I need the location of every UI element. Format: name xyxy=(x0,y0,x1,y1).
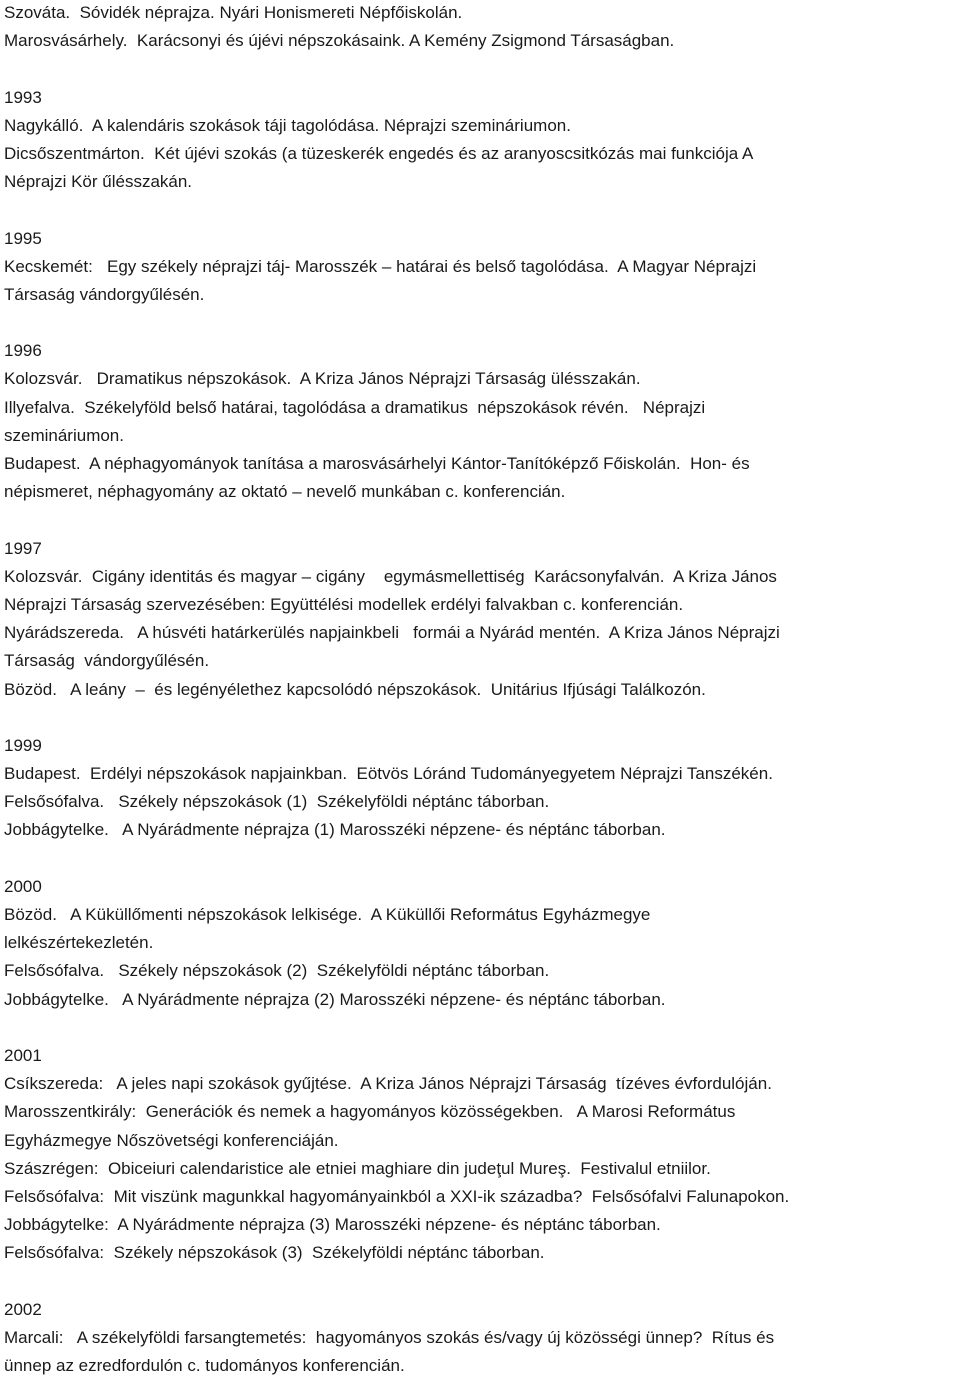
year-heading: 2002 xyxy=(4,1299,42,1319)
blank-line xyxy=(4,196,958,224)
text-line: Budapest. Erdélyi népszokások napjainkban. Eötvös Lóránd Tudományegyetem Néprajzi Tanszékén. xyxy=(4,764,773,784)
text-line: Marcali: A székelyföldi farsangtemetés: hagyományos szokás és/vagy új közösségi ünnep? Rítus és xyxy=(4,1327,775,1347)
text-line: Bözöd. A leány – és legényélethez kapcsolódó népszokások. Unitárius Ifjúsági Találkozón. xyxy=(4,679,706,699)
text-line: Kecskemét: Egy székely néprajzi táj- Marosszék – határai és belső tagolódása. A Magyar Néprajzi xyxy=(4,256,757,276)
year-heading: 2001 xyxy=(4,1045,42,1065)
text-line: Társaság vándorgyűlésén. xyxy=(4,651,210,671)
text-line: Felsősófalva: Mit viszünk magunkkal hagyományainkból a XXI-ik századba? Felsősófalvi Falunapokon. xyxy=(4,1186,790,1206)
text-line: Társaság vándorgyűlésén. xyxy=(4,284,205,304)
text-line: Bözöd. A Küküllőmenti népszokások lelkisége. A Küküllői Református Egyházmegye xyxy=(4,905,651,924)
text-line: Jobbágytelke: A Nyárádmente néprajza (3) Marosszéki népzene- és néptánc táborban. xyxy=(4,1215,661,1235)
text-line: Felsősófalva. Székely népszokások (1) Székelyföldi néptánc táborban. xyxy=(4,792,550,812)
blank-line xyxy=(4,704,958,732)
text-line: lelkészértekezletén. xyxy=(4,933,154,953)
text-line: népismeret, néphagyomány az oktató – nevelő munkában c. konferencián. xyxy=(4,482,566,502)
blank-line xyxy=(4,309,958,337)
text-line: szemináriumon. xyxy=(4,425,124,445)
text-line: Kolozsvár. Cigány identitás és magyar – cigány egymásmellettiség Karácsonyfalván. A Kriza János xyxy=(4,566,777,586)
blank-line xyxy=(4,55,958,83)
text-line: Marosvásárhely. Karácsonyi és újévi népszokásaink. A Kemény Zsigmond Társaságban. xyxy=(4,31,675,51)
year-heading: 1997 xyxy=(4,538,42,558)
year-heading: 1993 xyxy=(4,87,42,107)
text-line: Néprajzi Kör űlésszakán. xyxy=(4,172,193,192)
document-page xyxy=(4,0,958,1380)
blank-line xyxy=(4,845,958,873)
text-line: Nyárádszereda. A húsvéti határkerülés napjainkbeli formái a Nyárád mentén. A Kriza János Néprajzi xyxy=(4,623,780,643)
blank-line xyxy=(4,1267,958,1295)
text-line: Nagykálló. A kalendáris szokások táji tagolódása. Néprajzi szemináriumon. xyxy=(4,115,571,135)
text-line: Dicsőszentmárton. Két újévi szokás (a tüzeskerék engedés és az aranyoscsitkózás mai funkciója A xyxy=(4,143,754,163)
text-line: Marosszentkirály: Generációk és nemek a hagyományos közösségekben. A Marosi Református xyxy=(4,1102,736,1122)
text-line: Egyházmegye Nőszövetségi konferenciáján. xyxy=(4,1130,339,1150)
text-line: Felsősófalva. Székely népszokások (2) Székelyföldi néptánc táborban. xyxy=(4,961,550,981)
text-line: Budapest. A néphagyományok tanítása a marosvásárhelyi Kántor-Tanítóképző Főiskolán. Hon- és xyxy=(4,454,750,473)
year-heading: 1996 xyxy=(4,341,42,361)
text-line: ünnep az ezredfordulón c. tudományos konferencián. xyxy=(4,1356,405,1375)
text-line: Néprajzi Társaság szervezésében: Együttélési modellek erdélyi falvakban c. konferencián. xyxy=(4,594,684,614)
text-line: Csíkszereda: A jeles napi szokások gyűjtése. A Kriza János Néprajzi Társaság tízéves évfordulóján. xyxy=(4,1074,772,1094)
text-line: Illyefalva. Székelyföld belső határai, tagolódása a dramatikus népszokások révén. Néprajzi xyxy=(4,397,706,417)
year-heading: 1999 xyxy=(4,735,42,755)
year-heading: 2000 xyxy=(4,876,42,896)
text-line: Kolozsvár. Dramatikus népszokások. A Kriza János Néprajzi Társaság ülésszakán. xyxy=(4,369,641,389)
year-heading: 1995 xyxy=(4,228,42,248)
blank-line xyxy=(4,506,958,534)
blank-line xyxy=(4,1014,958,1042)
text-line: Felsősófalva: Székely népszokások (3) Székelyföldi néptánc táborban. xyxy=(4,1243,545,1263)
text-line: Jobbágytelke. A Nyárádmente néprajza (1) Marosszéki népzene- és néptánc táborban. xyxy=(4,820,666,840)
text-line: Szászrégen: Obiceiuri calendaristice ale etniei maghiare din judeţul Mureş. Festivalul etniilor. xyxy=(4,1158,711,1178)
text-line: Szováta. Sóvidék néprajza. Nyári Honismereti Népfőiskolán. xyxy=(4,3,463,22)
text-line: Jobbágytelke. A Nyárádmente néprajza (2) Marosszéki népzene- és néptánc táborban. xyxy=(4,989,666,1009)
